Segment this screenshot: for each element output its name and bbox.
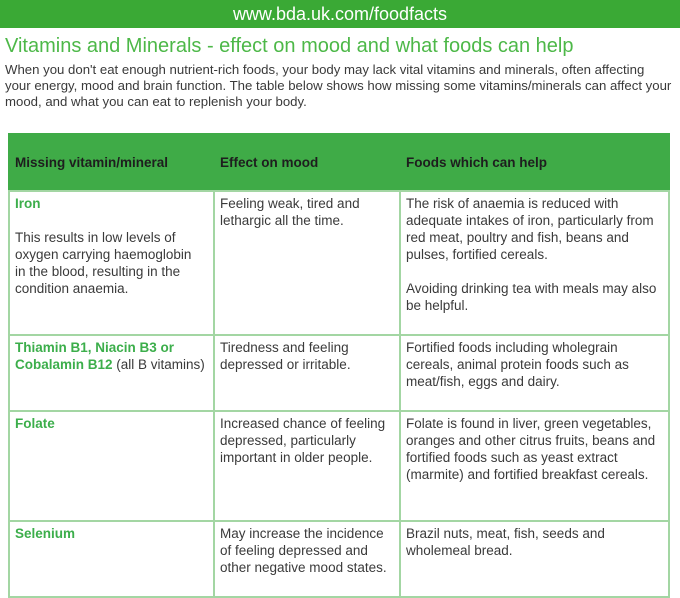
intro-paragraph: When you don't eat enough nutrient-rich foods, your body may lack vital vitamins and minerals, often affecting your energy, mood and brain function. The table below shows how missing some vitamins/minerals can affect your mood, and what you can eat to replenish your body. xyxy=(5,62,672,109)
effect-text: Increased chance of feeling depressed, particularly important in older people. xyxy=(220,416,386,466)
cell-vitamin-name xyxy=(9,335,214,411)
cell-effect xyxy=(214,335,400,411)
page-title: Vitamins and Minerals - effect on mood and what foods can help xyxy=(5,35,574,57)
foods-paragraph: The risk of anaemia is reduced with adequate intakes of iron, particularly from red meat, poultry and fish, beans and pulses, fortified cereals. xyxy=(406,196,654,263)
table-row-folate xyxy=(9,411,669,521)
table-row-selenium xyxy=(9,521,669,597)
cell-vitamin-name xyxy=(9,521,214,597)
cell-effect xyxy=(214,411,400,521)
effect-text: Feeling weak, tired and lethargic all the time. xyxy=(220,196,360,229)
vitamin-name-line xyxy=(15,525,205,542)
foods-paragraph: Fortified foods including wholegrain cereals, animal protein foods such as meat/fish, eggs and dairy. xyxy=(406,340,629,390)
cell-foods xyxy=(400,335,669,411)
vitamin-name: Selenium xyxy=(15,526,76,542)
cell-effect xyxy=(214,191,400,335)
vitamin-name: Folate xyxy=(15,416,55,432)
effect-text: Tiredness and feeling depressed or irritable. xyxy=(220,340,351,373)
vitamin-name-suffix: (all B vitamins) xyxy=(112,357,205,373)
url-banner xyxy=(0,0,680,28)
vitamin-name-line xyxy=(15,339,205,373)
vitamin-name-line xyxy=(15,415,205,432)
table-row-b-vitamins xyxy=(9,335,669,411)
foods-paragraph: Brazil nuts, meat, fish, seeds and wholemeal bread. xyxy=(406,526,605,559)
col-header-foods-which-help: Foods which can help xyxy=(400,134,669,191)
effect-text: May increase the incidence of feeling depressed and other negative mood states. xyxy=(220,526,387,576)
foods-paragraph: Folate is found in liver, green vegetables, oranges and other citrus fruits, beans and fortified foods such as yeast extract (marmite) and fortified breakfast cereals. xyxy=(406,416,656,483)
foods-paragraph: Avoiding drinking tea with meals may also be helpful. xyxy=(406,281,657,314)
vitamin-description: This results in low levels of oxygen carrying haemoglobin in the blood, resulting in the condition anaemia. xyxy=(15,230,192,297)
col-header-missing-vitamin: Missing vitamin/mineral xyxy=(9,134,214,191)
cell-foods xyxy=(400,411,669,521)
vitamin-name-line xyxy=(15,195,205,212)
table-row-iron xyxy=(9,191,669,335)
cell-effect xyxy=(214,521,400,597)
cell-vitamin-name xyxy=(9,411,214,521)
vitamins-mood-table xyxy=(8,133,670,598)
col-header-effect-on-mood: Effect on mood xyxy=(214,134,400,191)
url-text: www.bda.uk.com/foodfacts xyxy=(232,4,448,24)
table-header-row xyxy=(9,134,669,191)
vitamin-name: Iron xyxy=(15,196,41,212)
cell-foods xyxy=(400,521,669,597)
vitamin-name: Thiamin B1, Niacin B3 or Cobalamin B12 xyxy=(15,340,175,373)
cell-vitamin-name xyxy=(9,191,214,335)
cell-foods xyxy=(400,191,669,335)
